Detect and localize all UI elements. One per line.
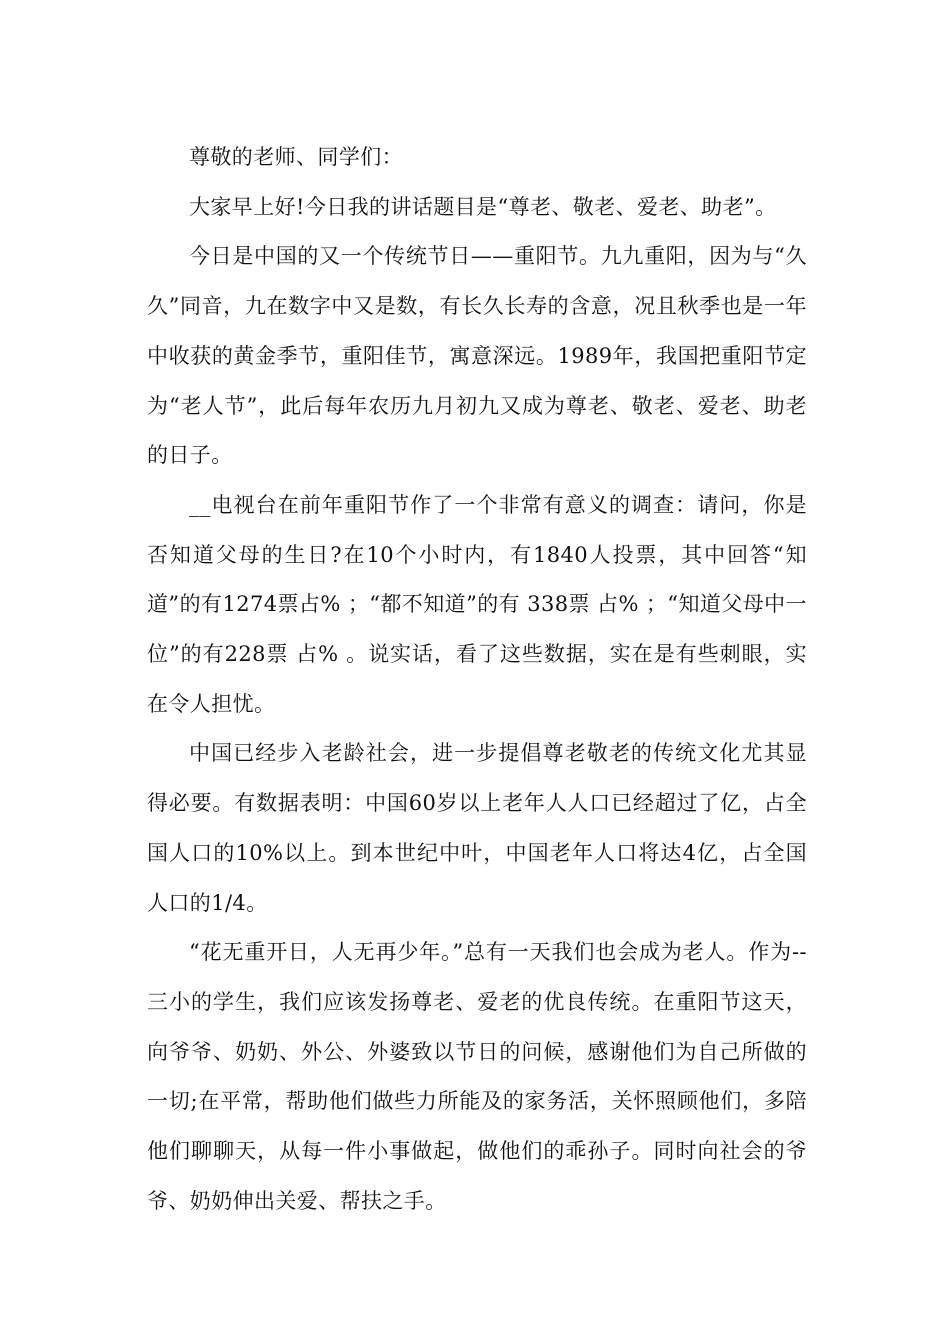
survey-paragraph: __电视台在前年重阳节作了一个非常有意义的调查：请问，你是否知道父母的生日?在10个小时内，有1840人投票，其中回答“知道”的有1274票占% ；“都不知道”的有 338票 占% ；“知道父母中一位”的有228票 占% 。说实话，看了这些数据，实在是有些刺眼，实在令人担忧。 xyxy=(147,492,807,716)
aging-paragraph: 中国已经步入老龄社会，进一步提倡尊老敬老的传统文化尤其显得必要。有数据表明：中国60岁以上老年人人口已经超过了亿，占全国人口的10%以上。到本世纪中叶，中国老年人口将达4亿，占全国人口的1/4。 xyxy=(147,741,807,915)
opening-paragraph: 大家早上好!今日我的讲话题目是“尊老、敬老、爱老、助老”。 xyxy=(189,194,777,219)
salutation: 尊敬的老师、同学们： xyxy=(189,145,403,169)
closing-paragraph: “花无重开日，人无再少年。”总有一天我们也会成为老人。作为--三小的学生，我们应该发扬尊老、爱老的优良传统。在重阳节这天，向爷爷、奶奶、外公、外婆致以节日的问候，感谢他们为自己所做的一切;在平常，帮助他们做些力所能及的家务活，关怀照顾他们，多陪他们聊聊天，从每一件小事做起，做他们的乖孙子。同时向社会的爷爷、奶奶伸出关爱、帮扶之手。 xyxy=(147,940,807,1213)
document-body xyxy=(147,133,807,1226)
festival-paragraph: 今日是中国的又一个传统节日——重阳节。九九重阳，因为与“久久”同音，九在数字中又是数，有长久长寿的含意，况且秋季也是一年中收获的黄金季节，重阳佳节，寓意深远。1989年，我国把重阳节定为“老人节”，此后每年农历九月初九又成为尊老、敬老、爱老、助老的日子。 xyxy=(147,244,807,468)
